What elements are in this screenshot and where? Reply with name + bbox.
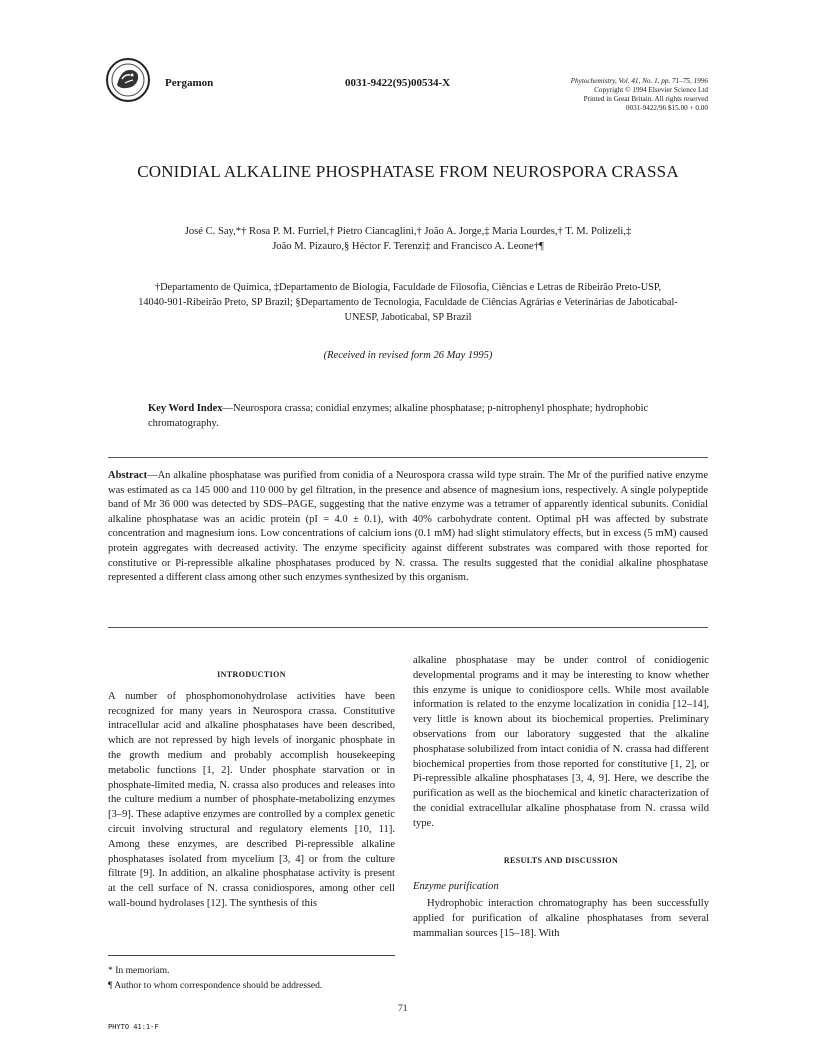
intro-paragraph-right: alkaline phosphatase may be under control of conidiogenic developmental programs and it may be interesting to know whether this enzyme is unique to conidiospore cells. While most available information is related to the enzyme localization in conidia [12–14], very little is known about its biochemical properties. Preliminary observations from our laboratory suggested that the alkaline phosphatase solubilized from intact conidia of N. crassa had different biochemical properties from those reported for constitutive [1, 2], or Pi-repressible alkaline phosphatases [3, 4, 9]. Here, we describe the purification as well as the biochemical and kinetic characterization of the conidial extracellular alkaline phosphatase from N. crassa wild type. [413, 655, 709, 829]
results-paragraph: Hydrophobic interaction chromatography has been successfully applied for purification of alkaline phosphatases from several mammalian sources [15–18]. With [413, 898, 709, 939]
affiliations [108, 280, 708, 325]
author-line: João M. Pizauro,§ Héctor F. Terenzi‡ and Francisco A. Leone†¶ [272, 241, 544, 252]
publisher-name: Pergamon [165, 77, 214, 89]
enzyme-purification-subheading: Enzyme purification [413, 881, 499, 893]
intro-paragraph-left: A number of phosphomonohydrolase activities have been recognized for many years in Neurospora crassa. Constitutive intracellular acid and alkaline phosphatases have been described, which are not repressed by high levels of inorganic phosphate in the growth medium and probably accomplish housekeeping metabolic functions [1, 2]. Under phosphate starvation or in phosphate-limited media, N. crassa also produces and releases into the culture medium a number of phosphate-metabolizing enzymes [3–9]. These adaptive enzymes are controlled by a complex genetic circuit involving structural and regulatory elements [10, 11]. Among these enzymes, are described Pi-repressible alkaline phosphatases isolated from mycelium [3, 4] or from the culture filtrate [9]. In addition, an alkaline phosphatase activity is present at the cell surface of N. crassa conidiospores, among other cell wall-bound hydrolases [12]. The synthesis of this [108, 690, 395, 909]
footnotes [108, 963, 395, 993]
abstract-label: Abstract [108, 470, 148, 481]
left-column [108, 668, 395, 912]
journal-citation [488, 77, 708, 113]
footnote-rule [108, 955, 395, 956]
footnote-correspondence: ¶ Author to whom correspondence should be addressed. [108, 980, 323, 991]
page-code: PHYTO 41:1-F [108, 1023, 159, 1031]
intro-heading: INTRODUCTION [217, 670, 286, 679]
abstract-text: —An alkaline phosphatase was purified from conidia of a Neurospora crassa wild type strain. The Mr of the purified native enzyme was estimated as ca 145 000 and 110 000 by gel filtration, in the presence and absence of magnesium ions, respectively. A single polypeptide band of Mr 36 000 was detected by SDS–PAGE, suggesting that the native enzyme was a tetramer of apparently identical subunits. Conidial alkaline phosphatase was an acidic protein (pI = 4.0 ± 0.1), with 40% carbohydrate content. Optimal pH was affected by substrate concentration and magnesium ions. Low concentrations of calcium ions (0.1 mM) had slight stimulatory effects, but in excess (5 mM) caused protein aggregates with decreased activity. The enzyme specificity against different substrates was compared with those reported for constitutive or Pi-repressible alkaline phosphatases produced by N. crassa. The results suggested that the conidial alkaline phosphatase represented a different class among other such enzymes synthesized by this organism. [108, 470, 708, 584]
affiliation-line: 14040-901-Ribeirão Preto, SP Brazil; §Departamento de Tecnologia, Faculdade de Ciências Agrárias e Veterinárias de Jaboticabal- [138, 297, 678, 308]
article-title: CONIDIAL ALKALINE PHOSPHATASE FROM NEUROSPORA CRASSA [137, 162, 679, 181]
author-list [100, 224, 716, 254]
keyword-label: Key Word Index [148, 403, 223, 414]
keyword-text: —Neurospora crassa; conidial enzymes; alkaline phosphatase; p-nitrophenyl phosphate; hydrophobic chromatography. [148, 403, 649, 429]
journal-line: Printed in Great Britain. All rights reserved [583, 95, 708, 103]
footnote-memoriam: * In memoriam. [108, 965, 170, 976]
author-line: José C. Say,*† Rosa P. M. Furriel,† Pietro Ciancaglini,† João A. Jorge,‡ Maria Lourdes,† T. M. Polizeli,‡ [184, 226, 632, 237]
article-doi: 0031-9422(95)00534-X [345, 77, 451, 89]
results-heading: RESULTS AND DISCUSSION [503, 855, 619, 865]
journal-line: 0031-9422/96 $15.00 + 0.00 [625, 104, 708, 112]
publisher-logo-icon [105, 57, 151, 103]
page-number: 71 [398, 1004, 408, 1014]
keyword-index [148, 401, 670, 431]
abstract-bottom-rule [108, 627, 708, 628]
abstract [108, 469, 708, 586]
affiliation-line: UNESP, Jaboticabal, SP Brazil [344, 312, 472, 323]
abstract-top-rule [108, 457, 708, 458]
journal-line: Phytochemistry, Vol. 41, No. 1, pp. 71–75, 1996 [570, 77, 708, 85]
journal-line: Copyright © 1994 Elsevier Science Ltd [594, 86, 708, 94]
affiliation-line: †Departamento de Química, ‡Departamento de Biologia, Faculdade de Filosofia, Ciências e Letras de Ribeirão Preto-USP, [154, 282, 662, 293]
right-column [413, 654, 709, 942]
received-date: (Received in revised form 26 May 1995) [323, 350, 493, 361]
